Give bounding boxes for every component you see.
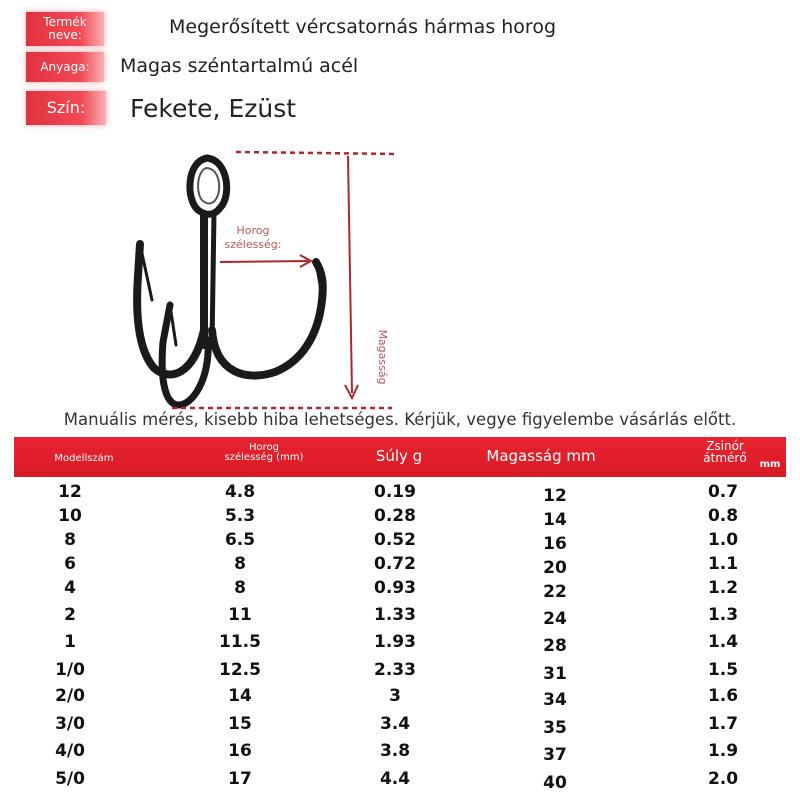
cell-width: 11 bbox=[228, 605, 252, 625]
material-label-text: Anyaga: bbox=[40, 59, 90, 74]
cell-width: 8 bbox=[234, 578, 246, 598]
cell-width: 11.5 bbox=[219, 632, 261, 652]
header-line-unit: mm bbox=[759, 459, 781, 470]
cell-line: 1.2 bbox=[707, 578, 739, 598]
cell-weight: 2.33 bbox=[374, 660, 416, 680]
header-model: Modellszám bbox=[54, 453, 114, 464]
cell-weight: 4.4 bbox=[379, 769, 411, 789]
cell-weight: 0.19 bbox=[374, 482, 416, 502]
cell-width: 15 bbox=[228, 714, 252, 734]
table-row bbox=[0, 686, 800, 712]
cell-model: 2/0 bbox=[55, 686, 85, 706]
cell-model: 3/0 bbox=[55, 714, 85, 734]
header-line-line1: Zsinór bbox=[706, 439, 744, 453]
height-label: Magasság bbox=[376, 329, 389, 385]
cell-height: 14 bbox=[543, 510, 567, 530]
cell-line: 2.0 bbox=[707, 769, 739, 789]
width-label-line2: szélesség: bbox=[224, 238, 282, 251]
cell-line: 1.5 bbox=[707, 660, 739, 680]
height-top-dashed-line bbox=[236, 152, 398, 154]
table-row bbox=[0, 660, 800, 686]
cell-line: 1.0 bbox=[707, 530, 739, 550]
cell-line: 1.9 bbox=[707, 741, 739, 761]
cell-model: 4 bbox=[64, 578, 76, 598]
cell-width: 6.5 bbox=[224, 530, 256, 550]
cell-width: 17 bbox=[228, 769, 252, 789]
cell-height: 40 bbox=[543, 773, 567, 793]
cell-height: 35 bbox=[543, 718, 567, 738]
width-arrow-line bbox=[220, 261, 308, 262]
header-height: Magasság mm bbox=[486, 447, 596, 465]
cell-weight: 0.28 bbox=[374, 506, 416, 526]
header-width-line2: szélesség (mm) bbox=[224, 452, 304, 463]
cell-height: 20 bbox=[543, 558, 567, 578]
cell-weight: 3.8 bbox=[379, 741, 411, 761]
cell-height: 24 bbox=[543, 609, 567, 629]
cell-line: 1.3 bbox=[707, 605, 739, 625]
cell-model: 1 bbox=[64, 632, 76, 652]
table-row bbox=[0, 714, 800, 740]
cell-model: 1/0 bbox=[55, 660, 85, 680]
cell-line: 1.7 bbox=[707, 714, 739, 734]
cell-width: 14 bbox=[228, 686, 252, 706]
table-row bbox=[0, 554, 800, 580]
cell-weight: 0.52 bbox=[374, 530, 416, 550]
header-weight: Súly g bbox=[375, 447, 423, 465]
cell-line: 1.1 bbox=[707, 554, 739, 574]
cell-width: 12.5 bbox=[219, 660, 261, 680]
table-row bbox=[0, 632, 800, 658]
cell-height: 16 bbox=[543, 534, 567, 554]
header-line bbox=[690, 440, 760, 464]
table-row bbox=[0, 482, 800, 508]
cell-height: 28 bbox=[543, 636, 567, 656]
cell-line: 0.7 bbox=[707, 482, 739, 502]
cell-height: 31 bbox=[543, 664, 567, 684]
table-header bbox=[14, 437, 786, 477]
header-width bbox=[204, 443, 324, 463]
cell-model: 10 bbox=[58, 506, 82, 526]
cell-width: 8 bbox=[234, 554, 246, 574]
table-row bbox=[0, 769, 800, 795]
height-arrow-line bbox=[348, 156, 352, 393]
cell-weight: 1.93 bbox=[374, 632, 416, 652]
cell-weight: 0.72 bbox=[374, 554, 416, 574]
cell-line: 0.8 bbox=[707, 506, 739, 526]
cell-model: 4/0 bbox=[55, 741, 85, 761]
header-line-line2: átmérő bbox=[703, 451, 747, 465]
cell-height: 37 bbox=[543, 745, 567, 765]
cell-weight: 3 bbox=[389, 686, 401, 706]
cell-weight: 3.4 bbox=[379, 714, 411, 734]
material-value: Magas széntartalmú acél bbox=[120, 55, 359, 77]
product-name-value: Megerősített vércsatornás hármas horog bbox=[169, 16, 557, 38]
table-row bbox=[0, 741, 800, 767]
cell-line: 1.6 bbox=[707, 686, 739, 706]
cell-model: 8 bbox=[64, 530, 76, 550]
cell-model: 5/0 bbox=[55, 769, 85, 789]
cell-weight: 1.33 bbox=[374, 605, 416, 625]
cell-model: 12 bbox=[58, 482, 82, 502]
cell-width: 16 bbox=[228, 741, 252, 761]
header-width-line1: Horog bbox=[249, 442, 279, 453]
cell-height: 34 bbox=[543, 690, 567, 710]
table-row bbox=[0, 506, 800, 532]
table-row bbox=[0, 578, 800, 604]
width-label-line1: Horog bbox=[236, 224, 270, 237]
color-label-text: Szín: bbox=[46, 97, 86, 117]
measurement-note: Manuális mérés, kisebb hiba lehetséges. Kérjük, vegye figyelembe vásárlás előtt. bbox=[63, 410, 737, 429]
cell-height: 22 bbox=[543, 582, 567, 602]
cell-weight: 0.93 bbox=[374, 578, 416, 598]
cell-model: 6 bbox=[64, 554, 76, 574]
cell-line: 1.4 bbox=[707, 632, 739, 652]
cell-width: 4.8 bbox=[224, 482, 256, 502]
product-name-label-text: Termék neve: bbox=[43, 15, 87, 42]
cell-width: 5.3 bbox=[224, 506, 256, 526]
cell-model: 2 bbox=[64, 605, 76, 625]
cell-height: 12 bbox=[543, 486, 567, 506]
treble-hook-icon bbox=[137, 158, 323, 405]
table-row bbox=[0, 605, 800, 631]
color-value: Fekete, Ezüst bbox=[130, 94, 297, 123]
table-row bbox=[0, 530, 800, 556]
